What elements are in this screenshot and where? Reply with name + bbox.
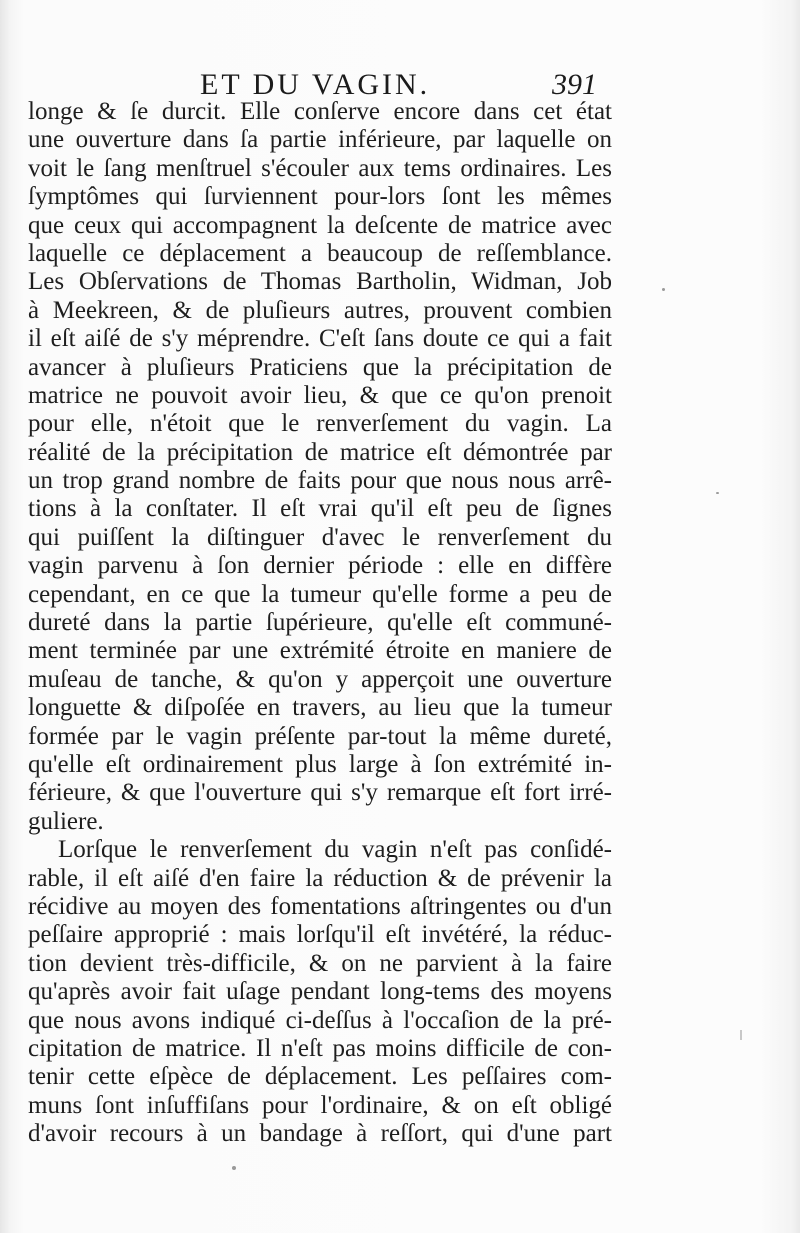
text-line: réalité de la précipitation de matrice eſt démontrée par: [28, 438, 612, 466]
text-line: tions à la conſtater. Il eſt vrai qu'il eſt peu de ſignes: [28, 495, 612, 523]
text-line: matrice ne pouvoit avoir lieu, & que ce qu'on prenoit: [28, 381, 612, 409]
text-line: tion devient très-difficile, & on ne parvient à la faire: [28, 949, 612, 977]
text-line: rable, il eſt aiſé d'en faire la réduction & de prévenir la: [28, 864, 612, 892]
text-line: ment terminée par une extrémité étroite en maniere de: [28, 637, 612, 665]
text-line: longe & ſe durcit. Elle conſerve encore dans cet état: [28, 98, 612, 125]
text-line: muſeau de tanche, & qu'on y apperçoit une ouverture: [28, 665, 612, 693]
text-line: un trop grand nombre de faits pour que nous nous arrê-: [28, 467, 612, 495]
text-line: que ceux qui accompagnent la deſcente de matrice avec: [28, 211, 612, 239]
text-line: ſymptômes qui ſurviennent pour-lors ſont les mêmes: [28, 183, 612, 211]
page-header: [0, 62, 800, 102]
text-line: Les Obſervations de Thomas Bartholin, Widman, Job: [28, 268, 612, 296]
text-line: dureté dans la partie ſupérieure, qu'elle eſt communé-: [28, 609, 612, 637]
text-line: avancer à pluſieurs Praticiens que la précipitation de: [28, 353, 612, 381]
paper-speck: [232, 1166, 236, 1170]
paper-speck: [716, 492, 719, 494]
text-line: vagin parvenu à ſon dernier période : elle en diffère: [28, 552, 612, 580]
text-line: à Meekreen, & de pluſieurs autres, prouvent combien: [28, 296, 612, 324]
text-line: guliere.: [28, 807, 104, 835]
text-line: formée par le vagin préſente par-tout la même dureté,: [28, 722, 612, 750]
text-line: pour elle, n'étoit que le renverſement du vagin. La: [28, 410, 612, 438]
text-line: férieure, & que l'ouverture qui s'y remarque eſt fort irré-: [28, 779, 612, 807]
text-line: cipitation de matrice. Il n'eſt pas moins difficile de con-: [28, 1034, 612, 1062]
text-line: qu'après avoir fait uſage pendant long-tems des moyens: [28, 978, 612, 1006]
text-line: muns ſont inſuffiſans pour l'ordinaire, & on eſt obligé: [28, 1091, 612, 1119]
text-line: voit le ſang menſtruel s'écouler aux tems ordinaires. Les: [28, 154, 612, 182]
text-line: que nous avons indiqué ci-deſſus à l'occaſion de la pré-: [28, 1006, 612, 1034]
body-text: [28, 98, 612, 1148]
text-line: qu'elle eſt ordinairement plus large à ſon extrémité in-: [28, 750, 612, 778]
text-line: cependant, en ce que la tumeur qu'elle forme a peu de: [28, 580, 612, 608]
running-title: ET DU VAGIN.: [200, 68, 431, 101]
text-line: Lorſque le renverſement du vagin n'eſt pas conſidé-: [58, 836, 612, 864]
text-line: longuette & diſpoſée en travers, au lieu que la tumeur: [28, 694, 612, 722]
text-line: d'avoir recours à un bandage à reſſort, qui d'une part: [28, 1120, 612, 1148]
text-line: une ouverture dans ſa partie inférieure, par laquelle on: [28, 126, 612, 154]
text-line: laquelle ce déplacement a beaucoup de reſſemblance.: [28, 239, 612, 267]
text-line: récidive au moyen des fomentations aſtringentes ou d'un: [28, 892, 612, 920]
paper-speck: [662, 288, 665, 291]
text-line: qui puiſſent la diſtinguer d'avec le renverſement du: [28, 523, 612, 551]
page-number: 391: [552, 68, 597, 101]
text-line: il eſt aiſé de s'y méprendre. C'eſt ſans doute ce qui a fait: [28, 325, 612, 353]
text-line: tenir cette eſpèce de déplacement. Les peſſaires com-: [28, 1063, 612, 1091]
text-line: peſſaire approprié : mais lorſqu'il eſt invétéré, la réduc-: [28, 921, 612, 949]
paper-edge-mark: [740, 1030, 742, 1040]
